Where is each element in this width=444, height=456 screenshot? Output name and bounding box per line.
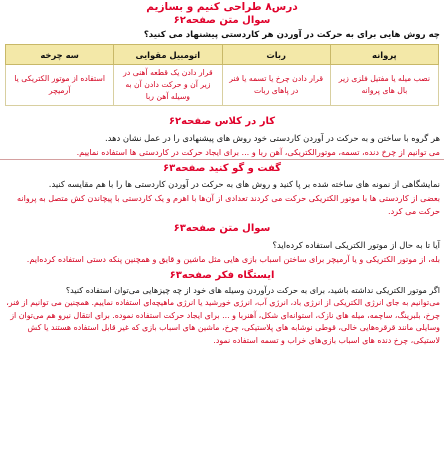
table-header: ربات [222,45,330,65]
lesson-title: درس۸ طراحی کنیم و بسازیم [146,1,298,13]
table-cell: نصب میله یا مفتیل فلزی زیر بال های پروانه [330,65,438,106]
section2-answer: می توانیم از چرخ دنده، تسمه، موتورالکتریکی، آهن ربا و ... برای ایجاد حرکت در کاردستی ها استفاده نماییم. [0,146,444,160]
section3-answer: بعضی از کاردستی ها با موتور الکتریکی حرکت می کردند تعدادی از آن‌ها با اهرم و یک کاردستی با پیچاندن کش متصل به پروانه حرکت می کرد. [16,193,440,216]
table-header: اتومبیل مقوایی [114,45,222,65]
table-header-row [6,45,439,65]
table-cell: قرار دادن چرخ یا تسمه یا فنر در پاهای ربات [222,65,330,106]
table-cell: استفاده از موتور الکتریکی یا آرمیچر [6,65,114,106]
section4-heading: سوال متن صفحه۶۳ [173,223,271,234]
section3-text: نمایشگاهی از نمونه های ساخته شده بر پا کنید و روش های به حرکت در آوردن کاردستی ها را با هم مقایسه کنید. [48,179,440,189]
section3-heading: گفت و گو کنید صفحه۶۳ [163,163,281,174]
table-header: پروانه [330,45,438,65]
section4-question: آیا تا به حال از موتور الکتریکی استفاده کرده‌اید؟ [272,240,440,250]
section5-answer: می‌توانیم به جای انرژی الکتریکی از انرژی باد، انرژی آب، انرژی خورشید یا انرژی ماهیچه‌ای استفاده نماییم. همچنین می توانیم از فنر، چرخ، بلبرینگ، ساچمه، میله های نازک، استوانه‌ای شکل، آهنربا و ... برای ایجاد حرکت استفاده نموده. برای انتقال نیرو هم می‌توان از وسایلی مانند قرقره‌هایی خالی، قوطی نوشابه های پلاستیکی، چرخ، ماشین های اسباب بازی که غیر قابل استفاده هستند یا کش لاستیکی، چرخ دنده های اسباب بازی‌های خراب و تسمه استفاده نمود. [6,298,440,345]
worksheet-page [0,1,444,456]
section5-heading: ایستگاه فکر صفحه۶۳ [169,270,275,281]
section2-text: هر گروه با ساختن و به حرکت در آوردن کاردستی خود روش های پیشنهادی را در عمل نشان دهد. [105,133,440,143]
section1-question: چه روش هایی برای به حرکت در آوردن هر کاردستی پیشنهاد می کنید؟ [143,30,440,40]
table-row [6,65,439,106]
table-header: سه چرخه [6,45,114,65]
comparison-table [5,44,439,106]
table-cell: قرار دادن یک قطعه آهنی در زیر آن و حرکت دادن آن به وسیله آهن ربا [114,65,222,106]
section5-question: اگر موتور الکتریکی نداشته باشید، برای به حرکت درآوردن وسیله های خود از چه چیزهایی می‌توان استفاده کنید؟ [65,285,440,295]
section4-answer: بله، از موتور الکتریکی و یا آرمیچر برای ساختن اسباب بازی هایی مثل ماشین و قایق و همچنین پنکه دستی استفاده کرده‌ایم. [26,254,440,264]
section1-heading: سوال متن صفحه۶۲ [173,15,271,26]
section2-heading: کار در کلاس صفحه۶۲ [168,116,276,127]
